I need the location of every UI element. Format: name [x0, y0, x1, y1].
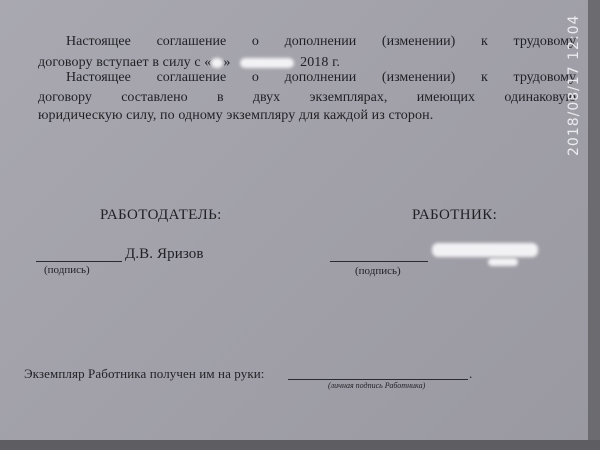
- redacted-day: [211, 58, 223, 68]
- word: имеющих: [416, 90, 476, 105]
- employee-heading: РАБОТНИК:: [412, 207, 498, 223]
- word: (изменении): [381, 70, 456, 85]
- paragraph-2-line-1: [66, 70, 576, 86]
- effective-date-prefix: договору вступает в силу с «: [38, 55, 212, 70]
- employer-name: Д.В. Яризов: [125, 246, 204, 262]
- paragraph-1-line-2: [38, 55, 340, 71]
- word: дополнении: [284, 70, 357, 85]
- word: Настоящее: [66, 34, 131, 49]
- word: дополнении: [284, 34, 357, 49]
- word: о: [251, 70, 259, 85]
- photo-date-stamp: 2018/08/17 12:04: [566, 14, 582, 156]
- employee-signature-caption: (подпись): [355, 265, 401, 277]
- paragraph-2-line-2: [38, 90, 576, 106]
- word: (изменении): [381, 34, 456, 49]
- word: составлено: [121, 90, 188, 105]
- word: договору: [38, 90, 92, 105]
- word: о: [251, 34, 259, 49]
- employer-signature-line: [36, 261, 122, 262]
- background-edge-right: [588, 0, 600, 440]
- employer-heading: РАБОТОДАТЕЛЬ:: [100, 207, 222, 223]
- word: к: [481, 34, 488, 49]
- word: трудовому: [513, 70, 576, 85]
- effective-date-quote: »: [223, 55, 231, 70]
- redacted-month: [240, 58, 294, 68]
- word: двух: [252, 90, 281, 105]
- redacted-employee-name-tail: [488, 258, 518, 266]
- receipt-statement: Экземпляр Работника получен им на руки:: [24, 366, 265, 381]
- paragraph-1-line-1: [66, 34, 576, 50]
- receipt-end-mark: .: [469, 366, 473, 381]
- word: соглашение: [156, 70, 227, 85]
- word: к: [481, 70, 488, 85]
- receipt-signature-line: [288, 379, 468, 380]
- word: в: [216, 90, 224, 105]
- receipt-signature-caption: (личная подпись Работника): [328, 381, 426, 390]
- word: трудовому: [513, 34, 576, 49]
- word: соглашение: [156, 34, 227, 49]
- paragraph-2-line-3: юридическую силу, по одному экземпляру для каждой из сторон.: [38, 108, 434, 123]
- employer-signature-caption: (подпись): [44, 264, 90, 276]
- redacted-employee-name: [432, 243, 538, 257]
- word: одинаковую: [504, 90, 576, 105]
- employee-signature-line: [330, 261, 428, 262]
- word: Настоящее: [66, 70, 131, 85]
- word: экземплярах,: [309, 90, 388, 105]
- effective-date-year: 2018 г.: [300, 55, 340, 70]
- background-edge-bottom: [0, 440, 600, 450]
